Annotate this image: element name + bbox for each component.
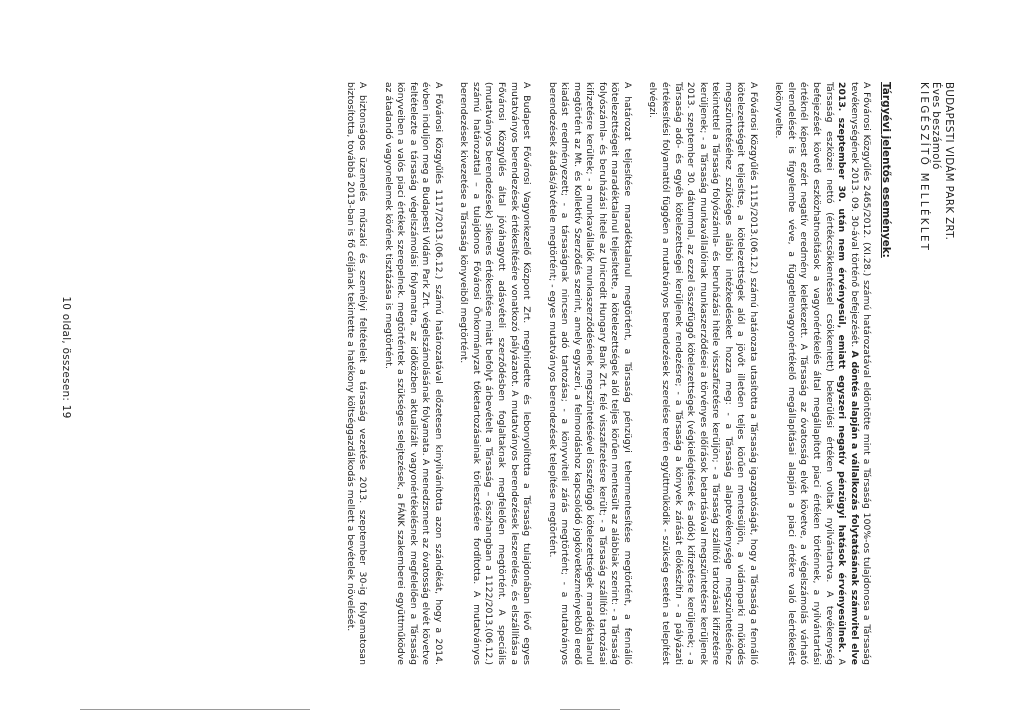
paragraph-1-intro: A Fővárosi Közgyűlés 2465/2012. (XI.28.) számú határozatával eldöntötte mint a Társaság 100%-os tulajdonosa a Társaság tevékenységének 2013. 09. 30-ával történő befejezését. — [848, 82, 873, 665]
events-heading: Tárgyévi jelentős események: — [880, 82, 893, 258]
paragraph-6: A biztonságos üzemelés műszaki és személyi feltételeit a társaság vezetése 2013. szeptember 30-ig folyamatosan biztosította, továbbá 2013-ban is fő céljának tekintette a hatékony költséggazdálkodás mellett a bevételek növelését. — [344, 82, 369, 665]
paragraph-2: A Fővárosi Közgyűlés 1115/2013.(06.12.) számú határozata utasította a Társaság igazgatóságát, hogy a Társaság a fennálló kötelezettségeit teljesítse, a kötelezettségek alól a jövőt illetően teljes körűen mentesüljön, a vidámparki működés megszüntetéséhez szükséges alábbi intézkedéseket hozza meg: - a Társaság alaptevékenysége megszüntetéséhez tekintettel a Társaság folyószámla- és beruházási hitele visszafizetésre kerüljön; - a Társaság szállítói tartozásai kifizetésre kerüljenek; - a Társaság munkavállalóinak munkaszerződései a törvényes előírások betartásával megszüntetésre kerüljenek 2013. szeptember 30. dátummal, az ezzel összefüggő kötelezettségek (végkielégítések és adók) kifizetésre kerüljenek; - a Társaság adó- és egyéb kötelezettségei kerüljenek rendezésre; - a Társaság a könyvek zárását elókészítiл - a pályázati értékesítési folyamattól függően a mutatványos berendezések szerelése terén együttműködik - szükség esetén a telepítést elvégzi. — [647, 82, 759, 665]
scan-artifact — [80, 709, 310, 710]
company-name: BUDAPESTI VIDÁM PARK ZRT. — [943, 82, 954, 241]
page-footer: 10 oldal, összesen: 19 — [60, 296, 72, 419]
report-type: Éves beszámoló — [930, 82, 942, 170]
paragraph-1-bold: A döntés alapján a vállalkozás folytatásának számvitel elve 2013. szeptember 30. után nem érvényesül, emiatt egyszeri negatív pénzügyi hatások érvényesülnek. — [836, 82, 860, 665]
section-title: KIEGÉSZÍTŐ MELLÉKLET — [917, 82, 929, 253]
scan-artifact — [560, 709, 620, 710]
paragraph-3: A határozat teljesítése maradéktalanul megtörtént, a Társaság pénzügyi tehermentesítése megtörtént, a fennálló kötelezettségeit maradéktalanul teljesítette, a kötelezettségek alól teljes körűen mentesült az alábbiak szerint: - a Társaság folyószámla- és beruházási hitele az Unicredit Hungary Bank Zrt. felé visszafizetésre került; - a Társaság szállítói tartozásai kifizetésre kerültek; - a munkavállalók munkaszerződésének megszüntetésével összefüggő kötelezettségek maradéktalanul megtörtént az Mt. és Kollektív Szerződés szerint, amely egyszeri, a felmondáshoz kapcsolódó jogkövetkezményekből eredő kiadást eredményezett; - a társaságnak nincsen adó tartozása; - a könyvviteli zárás megtörtént; - a mutatványos berendezések átadás/átvétele megtörtént; - egyes mutatványos berendezések telepítése megtörtént. — [546, 82, 633, 665]
paragraph-1-rest: A Társaság eszközei nettó (értékcsökkentéssel csökkentett) bekerülési értéken voltak nyilvántartva. A tevékenység befejezését követő eszközhatnosítások a vagyonértékelés által megállapított piaci értéken történnek, a nyilvántartási értéknél képest ezért negatív eredmény keletkezett. A Társaság az óvatosság elvét követve, a végelszámolás várható elrendelését is figyelembe véve, a függetlenvagyonértékelő megállapításai alapján a piaci értékre való leértékelést lekönyvelte. — [773, 82, 848, 665]
paragraph-5: A Fővárosi Közgyűlés 1117/2013.(06.12.) számú határozatával előzetesen kinyilvánította azon szándékát, hogy a 2014. évben induljon meg a Budapesti Vidám Park Zrt. végelszámolásának folyamata. A menedzsment az óvatosság elvét követve feltételezte a társaság végelszámolási folyamatra, az időközben aktualizált vagyonértékelésnek megfelelően a Társaság könyveiben a valós piaci értékek szerepelnek. megtörténtek a szükséges selejtezések, a FÁNK szakemberei együttműködve az átadandó vagyonelemek körének tisztázása is megtörtént. — [382, 82, 444, 665]
paragraph-4: A Budapest Fővárosi Vagyonkezelő Központ Zrt. meghirdette és lebonyolította a Társaság tulajdonában lévő egyes mutatványos berendezések értékesítésére vonatkozó pályázatot. A mutatványos berendezések leszerelése, és elszállítása a Fővárosi Közgyűlés által jóváhagyott adásvételi szerződésben foglaltaknak megfelelően megtörtént. A speciális (mutatványos berendezések) sikeres értékesítése miatt befolyt árbevételt a Társaság – összhangban a 1122/2013.(06.12.) számú határozattal – a tulajdonos Fővárosi Önkormányzat tőketartozásainak törlesztésére fordította. A mutatványos berendezések kivezetése a Társaság könyveiből megtörtént. — [458, 82, 533, 665]
paragraph-1 — [772, 82, 872, 665]
